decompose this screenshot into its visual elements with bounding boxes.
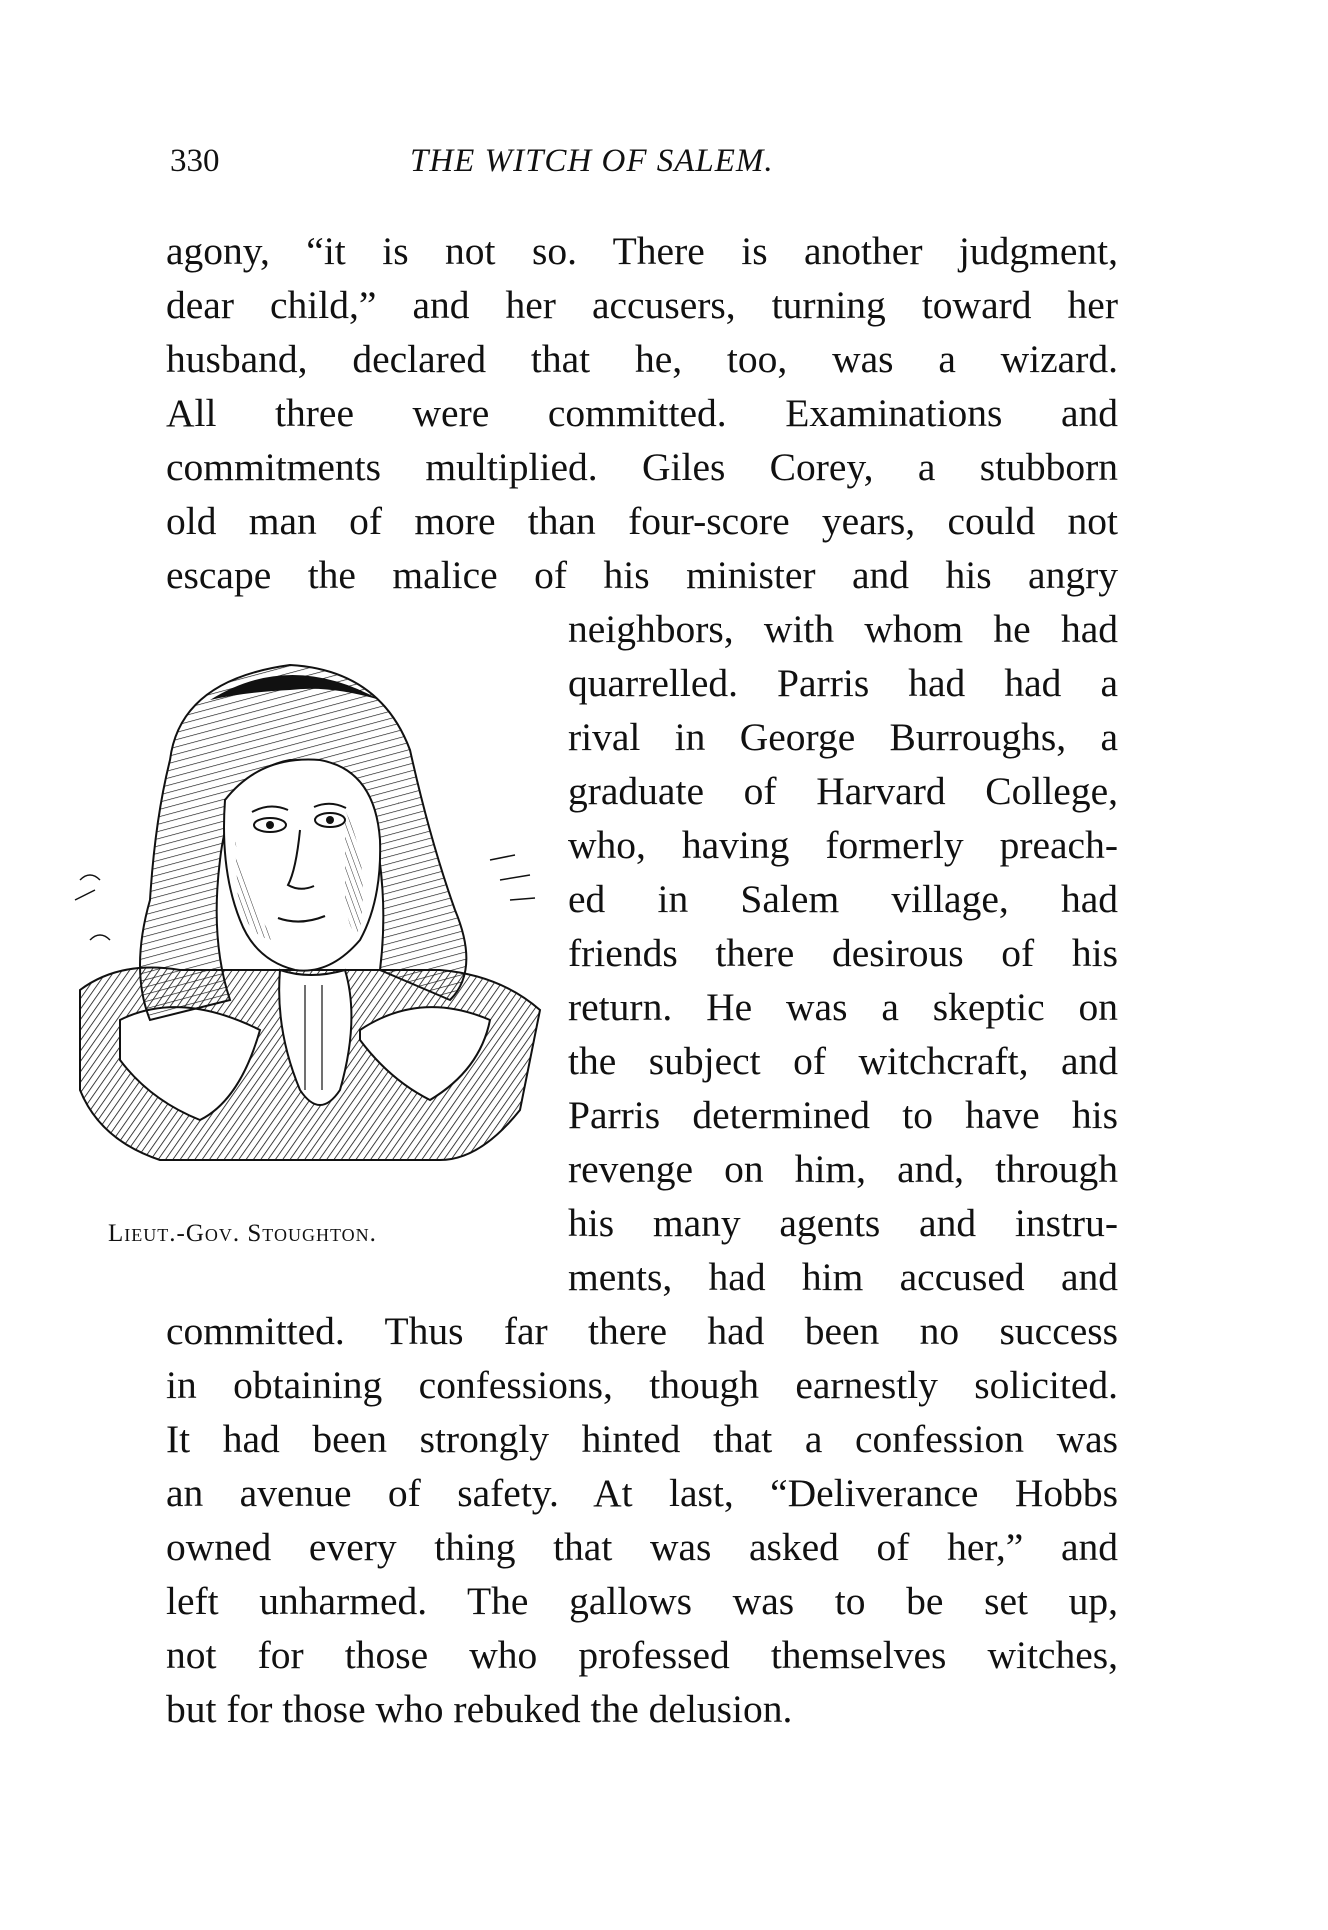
text-line: not for those who professed themselves witches,: [166, 1633, 1118, 1677]
text-line: owned every thing that was asked of her,” and: [166, 1525, 1118, 1569]
text-line: ments, had him accused and: [568, 1255, 1118, 1299]
illustration-caption: Lieut.-Gov. Stoughton.: [108, 1220, 377, 1247]
running-head: [170, 143, 1120, 183]
text-line: escape the malice of his minister and his angry: [166, 553, 1118, 597]
text-line: committed. Thus far there had been no success: [166, 1309, 1118, 1353]
text-line: an avenue of safety. At last, “Deliverance Hobbs: [166, 1471, 1118, 1515]
page-number: 330: [170, 143, 220, 179]
text-line: It had been strongly hinted that a confession was: [166, 1417, 1118, 1461]
text-line: his many agents and instru-: [568, 1201, 1118, 1245]
text-line: old man of more than four-score years, could not: [166, 499, 1118, 543]
text-line: Parris determined to have his: [568, 1093, 1118, 1137]
text-line: who, having formerly preach-: [568, 823, 1118, 867]
running-title: THE WITCH OF SALEM.: [410, 143, 774, 179]
text-line: commitments multiplied. Giles Corey, a stubborn: [166, 445, 1118, 489]
text-line: quarrelled. Parris had had a: [568, 661, 1118, 705]
text-line: revenge on him, and, through: [568, 1147, 1118, 1191]
text-line: left unharmed. The gallows was to be set up,: [166, 1579, 1118, 1623]
text-line: neighbors, with whom he had: [568, 607, 1118, 651]
portrait-illustration: [60, 640, 550, 1220]
text-line: All three were committed. Examinations and: [166, 391, 1118, 435]
text-line: return. He was a skeptic on: [568, 985, 1118, 1029]
text-line: but for those who rebuked the delusion.: [166, 1687, 793, 1731]
text-line: dear child,” and her accusers, turning toward her: [166, 283, 1118, 327]
text-line: graduate of Harvard College,: [568, 769, 1118, 813]
text-line: agony, “it is not so. There is another judgment,: [166, 229, 1118, 273]
text-line: rival in George Burroughs, a: [568, 715, 1118, 759]
text-line: friends there desirous of his: [568, 931, 1118, 975]
text-line: husband, declared that he, too, was a wizard.: [166, 337, 1118, 381]
text-line: in obtaining confessions, though earnestly solicited.: [166, 1363, 1118, 1407]
text-line: the subject of witchcraft, and: [568, 1039, 1118, 1083]
text-line: ed in Salem village, had: [568, 877, 1118, 921]
